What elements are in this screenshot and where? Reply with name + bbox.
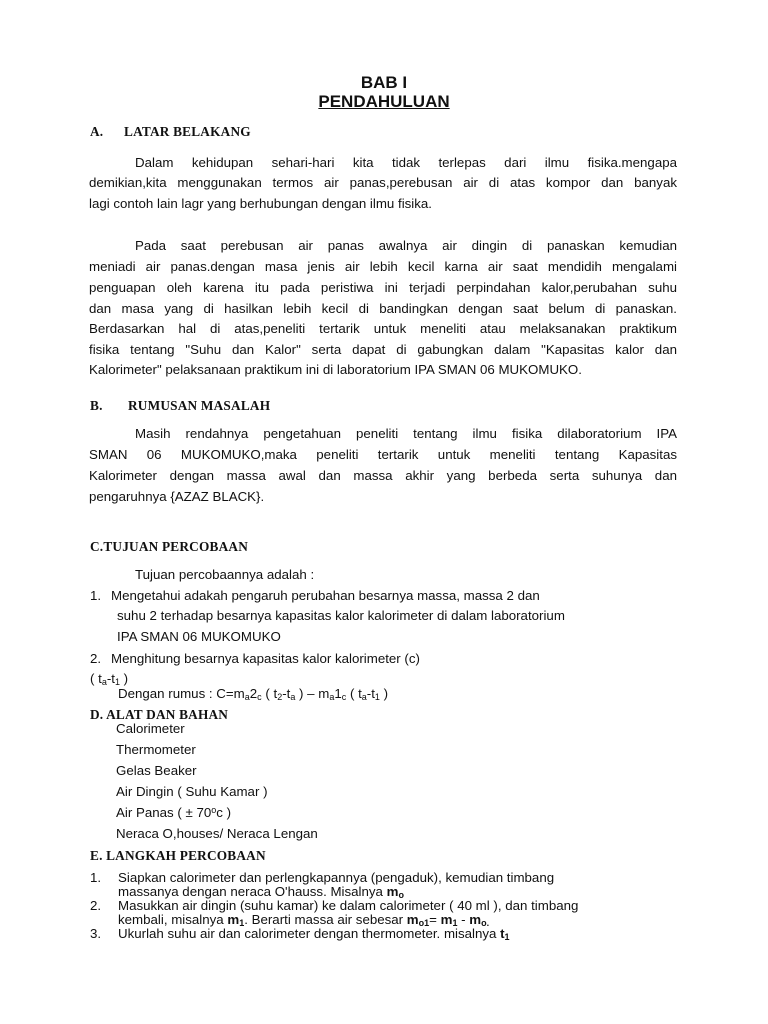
section-b-letter: B.: [90, 398, 103, 413]
list-item: Thermometer: [116, 742, 196, 757]
list-number: 3.: [90, 926, 102, 941]
step-2: Masukkan air dingin (suhu kamar) ke dalam calorimeter ( 40 ml ), dan timbang: [118, 898, 579, 913]
paragraph-line: SMAN 06 MUKOMUKO,maka peneliti tertarik untuk meneliti tentang Kapasitas: [89, 447, 677, 462]
list-item: Calorimeter: [116, 721, 185, 736]
paragraph-line: Pada saat perebusan air panas awalnya air dingin di panaskan kemudian: [135, 238, 677, 253]
section-c-title: C.TUJUAN PERCOBAAN: [90, 539, 248, 554]
step-1: Siapkan calorimeter dan perlengkapannya (pengaduk), kemudian timbang: [118, 870, 555, 885]
objective-item-1-cont: IPA SMAN 06 MUKOMUKO: [117, 629, 281, 644]
formula: Dengan rumus : C=ma2c ( t2-ta ) – ma1c ( ta-t1 ): [118, 686, 389, 702]
list-number: 2.: [90, 651, 102, 666]
paragraph-line: meniadi air panas.dengan masa jenis air lebih kecil karna air saat mendidih mengalami: [89, 259, 677, 274]
list-number: 2.: [90, 898, 102, 913]
list-item: Air Dingin ( Suhu Kamar ): [116, 784, 268, 799]
paragraph-line: penguapan oleh karena itu pada peristiwa ini terjadi perpindahan kalor,perubahan suhu: [89, 280, 677, 295]
objective-item-1: Mengetahui adakah pengaruh perubahan besarnya massa, massa 2 dan: [111, 588, 540, 603]
chapter-title: PENDAHULUAN: [318, 92, 450, 111]
paragraph-line: Dalam kehidupan sehari-hari kita tidak terlepas dari ilmu fisika.mengapa: [135, 155, 677, 170]
paragraph-line: fisika tentang "Suhu dan Kalor" serta dapat di gabungkan dalam "Kapasitas kalor dan: [89, 342, 677, 357]
formula-prefix: ( ta-t1 ): [90, 671, 129, 687]
paragraph-line: Masih rendahnya pengetahuan peneliti tentang ilmu fisika dilaboratorium IPA: [135, 426, 677, 441]
list-item: Air Panas ( ± $70^oc$ ): [116, 805, 232, 820]
list-item: Gelas Beaker: [116, 763, 197, 778]
chapter-number: BAB I: [360, 73, 408, 92]
paragraph-line: demikian,kita menggunakan termos air panas,perebusan air di atas kompor dan banyak: [89, 175, 677, 190]
section-a-title: LATAR BELAKANG: [124, 124, 251, 139]
section-d-title: D. ALAT DAN BAHAN: [90, 707, 229, 722]
list-number: 1.: [90, 870, 102, 885]
objectives-intro: Tujuan percobaannya adalah :: [135, 567, 315, 582]
paragraph-line: Berdasarkan hal di atas,peneliti tertarik untuk meneliti atau melaksanakan praktikum: [89, 321, 677, 336]
objective-item-1-cont: suhu 2 terhadap besarnya kapasitas kalor kalorimeter di dalam laboratorium: [117, 608, 565, 623]
paragraph-line: pengaruhnya {AZAZ BLACK}.: [89, 489, 265, 504]
objective-item-2: Menghitung besarnya kapasitas kalor kalorimeter (c): [111, 651, 420, 666]
step-2-cont: kembali, misalnya $m_1$. Berarti massa air sebesar $m_{o1}= m_1 - m_{o.}$: [118, 912, 490, 928]
section-a-letter: A.: [90, 124, 104, 139]
list-number: 1.: [90, 588, 102, 603]
paragraph-line: dan masa yang di hasilkan lebih kecil di bandingkan dengan saat belum di panaskan.: [89, 301, 677, 316]
list-item: Neraca O,houses/ Neraca Lengan: [116, 826, 318, 841]
paragraph-line: lagi contoh lain lagr yang berhubungan dengan ilmu fisika.: [89, 196, 432, 211]
step-1-cont: massanya dengan neraca O'hauss. Misalnya $m_o$: [118, 884, 404, 900]
paragraph-line: Kalorimeter dengan massa awal dan massa akhir yang berbeda serta suhunya dan: [89, 468, 677, 483]
step-3: Ukurlah suhu air dan calorimeter dengan thermometer. misalnya $t_1$: [118, 926, 510, 942]
section-b-title: RUMUSAN MASALAH: [128, 398, 271, 413]
section-e-title: E. LANGKAH PERCOBAAN: [90, 848, 266, 863]
paragraph-line: Kalorimeter" pelaksanaan praktikum ini di laboratorium IPA SMAN 06 MUKOMUKO.: [89, 362, 582, 377]
